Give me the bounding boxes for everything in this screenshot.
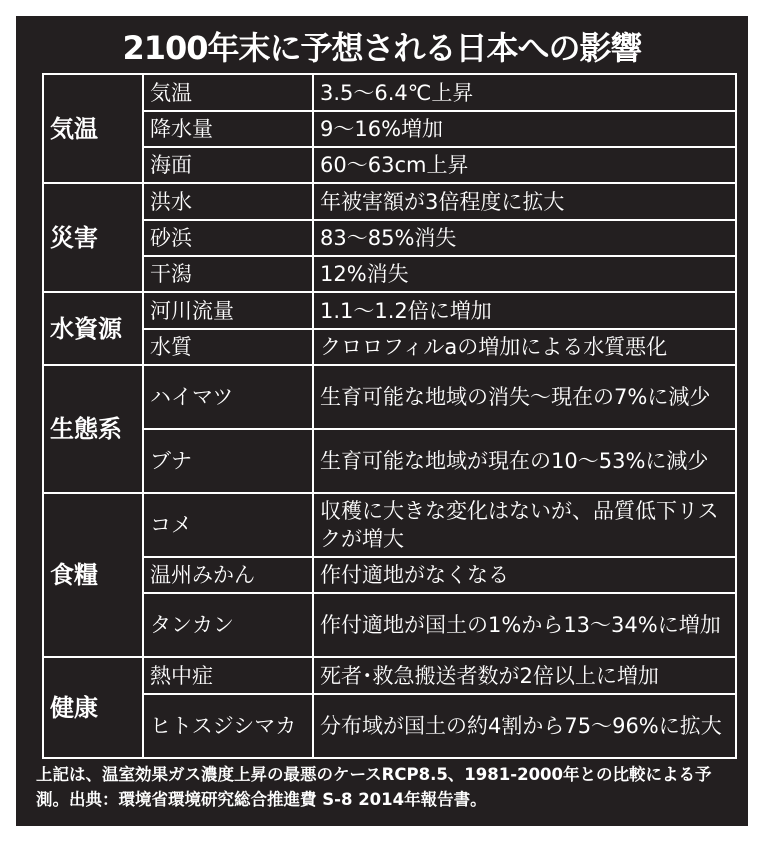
item-cell: 洪水 bbox=[143, 183, 313, 220]
item-cell: ヒトスジシマカ bbox=[143, 694, 313, 758]
effect-cell: 3.5～6.4℃上昇 bbox=[313, 74, 736, 111]
effect-cell: 生育可能な地域が現在の10～53%に減少 bbox=[313, 429, 736, 493]
category-cell: 災害 bbox=[43, 183, 143, 292]
effect-cell: 分布域が国土の約4割から75～96%に拡大 bbox=[313, 694, 736, 758]
item-cell: 干潟 bbox=[143, 256, 313, 292]
item-cell: 海面 bbox=[143, 147, 313, 183]
impact-table bbox=[42, 73, 737, 759]
item-cell: コメ bbox=[143, 493, 313, 557]
category-cell: 気温 bbox=[43, 74, 143, 183]
item-cell: 砂浜 bbox=[143, 220, 313, 256]
effect-cell: 60～63cm上昇 bbox=[313, 147, 736, 183]
effect-cell: 作付適地が国土の1%から13～34%に増加 bbox=[313, 593, 736, 657]
effect-cell: 作付適地がなくなる bbox=[313, 557, 736, 593]
table-row bbox=[43, 429, 736, 493]
table-row bbox=[43, 365, 736, 429]
item-cell: 河川流量 bbox=[143, 292, 313, 329]
category-cell: 水資源 bbox=[43, 292, 143, 365]
category-cell: 生態系 bbox=[43, 365, 143, 493]
footnote: 上記は、温室効果ガス濃度上昇の最悪のケースRCP8.5、1981-2000年との比較による予測。出典：環境省環境研究総合推進費 S-8 2014年報告書。 bbox=[36, 765, 712, 809]
effect-cell: 収穫に大きな変化はないが、品質低下リスクが増大 bbox=[313, 493, 736, 557]
effect-cell: 9～16%増加 bbox=[313, 111, 736, 147]
item-cell: 温州みかん bbox=[143, 557, 313, 593]
effect-cell: 生育可能な地域の消失～現在の7%に減少 bbox=[313, 365, 736, 429]
item-cell: ハイマツ bbox=[143, 365, 313, 429]
effect-cell: クロロフィルaの増加による水質悪化 bbox=[313, 329, 736, 365]
infographic-panel bbox=[16, 16, 748, 826]
item-cell: ブナ bbox=[143, 429, 313, 493]
effect-cell: 死者･救急搬送者数が2倍以上に増加 bbox=[313, 657, 736, 694]
table-row bbox=[43, 557, 736, 593]
category-cell: 食糧 bbox=[43, 493, 143, 657]
table-row bbox=[43, 593, 736, 657]
effect-cell: 12%消失 bbox=[313, 256, 736, 292]
table-row bbox=[43, 493, 736, 557]
item-cell: 降水量 bbox=[143, 111, 313, 147]
item-cell: 熱中症 bbox=[143, 657, 313, 694]
item-cell: 気温 bbox=[143, 74, 313, 111]
effect-cell: 年被害額が3倍程度に拡大 bbox=[313, 183, 736, 220]
table-row bbox=[43, 147, 736, 183]
table-row bbox=[43, 220, 736, 256]
category-cell: 健康 bbox=[43, 657, 143, 758]
infographic-title: 2100年末に予想される日本への影響 bbox=[122, 29, 642, 67]
effect-cell: 83～85%消失 bbox=[313, 220, 736, 256]
table-row bbox=[43, 74, 736, 111]
table-row bbox=[43, 329, 736, 365]
effect-cell: 1.1～1.2倍に増加 bbox=[313, 292, 736, 329]
table-row bbox=[43, 657, 736, 694]
table-row bbox=[43, 111, 736, 147]
item-cell: 水質 bbox=[143, 329, 313, 365]
table-row bbox=[43, 256, 736, 292]
table-row bbox=[43, 694, 736, 758]
table-row bbox=[43, 292, 736, 329]
item-cell: タンカン bbox=[143, 593, 313, 657]
table-row bbox=[43, 183, 736, 220]
